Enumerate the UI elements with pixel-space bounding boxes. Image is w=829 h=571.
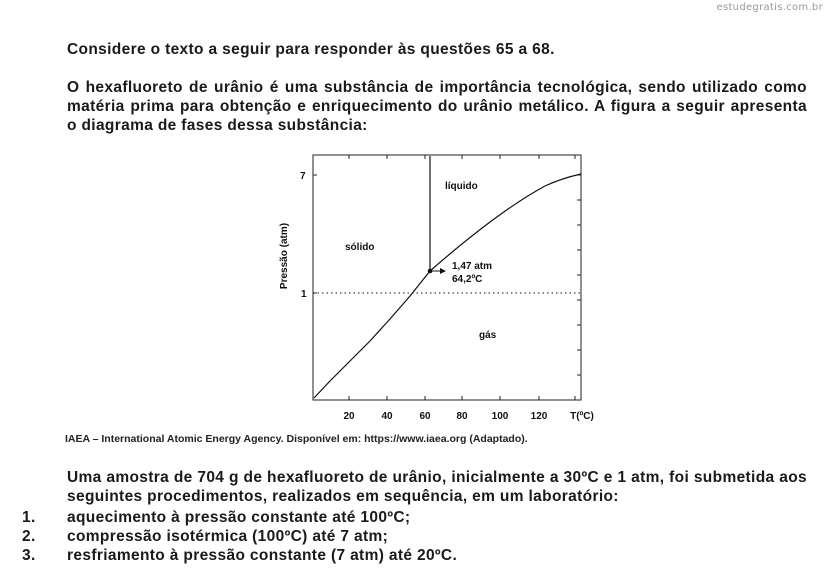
sublimation-curve	[314, 271, 430, 398]
x-tick-label-100: 100	[491, 411, 509, 422]
x-ticks	[349, 396, 575, 400]
x-axis-label: T(ºC)	[570, 411, 594, 422]
y-ticks	[313, 175, 581, 375]
region-gas-label: gás	[479, 330, 497, 341]
x-tick-label-60: 60	[419, 411, 431, 422]
y-tick-label-1: 1	[301, 289, 307, 300]
x-tick-label-20: 20	[343, 411, 355, 422]
y-axis-label: Pressão (atm)	[279, 222, 290, 290]
region-liquid-label: líquido	[445, 181, 478, 192]
paragraph-1: O hexafluoreto de urânio é uma substância de importância tecnológica, sendo utilizado como matéria prima para obtenção e enriquecimento do urânio metálico. A figura a seguir apresenta o diagrama de fases dessa substância:	[67, 79, 807, 134]
region-solid-label: sólido	[345, 242, 375, 253]
y-tick-label-7: 7	[300, 171, 306, 182]
x-tick-label-120: 120	[530, 411, 548, 422]
list-item-text: compressão isotérmica (100ºC) até 7 atm;	[67, 528, 389, 545]
source-citation: IAEA – International Atomic Energy Agency. Disponível em: https://www.iaea.org (Adaptado).	[65, 433, 528, 445]
list-item-text: aquecimento à pressão constante até 100ºC;	[67, 509, 411, 526]
watermark: estudegratis.com.br	[716, 2, 823, 13]
list-item-number: 1.	[22, 509, 36, 526]
list-item	[0, 527, 829, 546]
list-item-text: resfriamento à pressão constante (7 atm) até 20ºC.	[67, 547, 458, 564]
x-tick-label-40: 40	[381, 411, 393, 422]
procedure-list	[0, 508, 829, 565]
x-tick-label-80: 80	[456, 411, 468, 422]
triple-point-pressure-label: 1,47 atm	[452, 261, 493, 272]
list-item-number: 2.	[22, 528, 36, 545]
paragraph-2: Uma amostra de 704 g de hexafluoreto de urânio, inicialmente a 30ºC e 1 atm, foi submetida aos seguintes procedimentos, realizados em sequência, em um laboratório:	[67, 469, 807, 505]
triple-point-arrow-head	[440, 268, 446, 274]
list-item-number: 3.	[22, 547, 36, 564]
x-ticks-top	[349, 155, 575, 159]
intro-text: Considere o texto a seguir para responder às questões 65 a 68.	[67, 41, 555, 58]
list-item	[0, 508, 829, 527]
list-item	[0, 546, 829, 565]
triple-point-temperature-label: 64,2ºC	[452, 274, 483, 285]
